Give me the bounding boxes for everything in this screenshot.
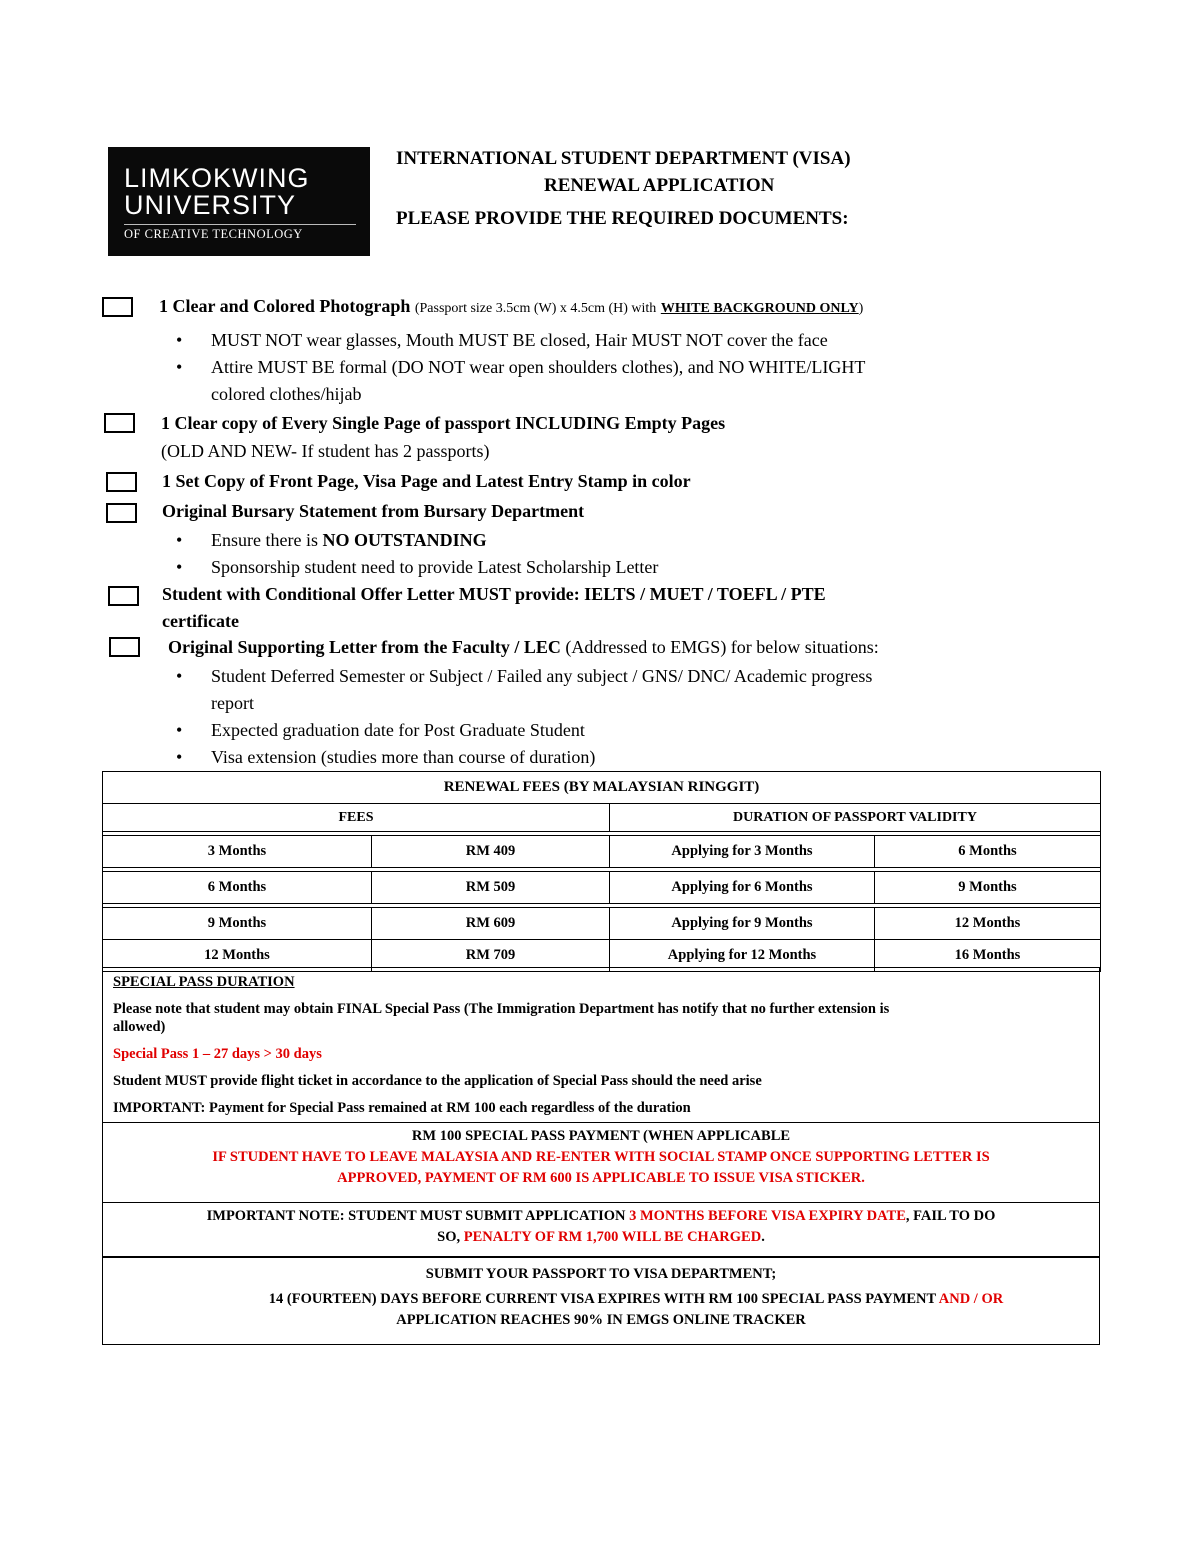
bullet-icon: •: [176, 330, 183, 350]
photo-rule-2-cont: colored clothes/hijab: [211, 384, 362, 404]
passport-copy-item: 1 Clear copy of Every Single Page of passport INCLUDING Empty Pages: [161, 413, 726, 433]
and-or-text: AND / OR: [938, 1291, 1004, 1307]
applying-cell: Applying for 12 Months: [610, 940, 875, 972]
conditional-offer-item-cont: certificate: [162, 611, 239, 631]
payment-heading: RM 100 SPECIAL PASS PAYMENT (WHEN APPLICABLE: [411, 1128, 791, 1144]
duration-column-header: DURATION OF PASSPORT VALIDITY: [610, 804, 1101, 832]
fee-months-cell: 9 Months: [103, 908, 372, 940]
photo-checkbox[interactable]: [102, 297, 133, 317]
instructions-heading: PLEASE PROVIDE THE REQUIRED DOCUMENTS:: [396, 208, 849, 229]
validity-cell: 16 Months: [875, 940, 1101, 972]
bursary-rule-1-text: Ensure there is: [211, 530, 323, 550]
support-situation-3: Visa extension (studies more than course of duration): [211, 747, 596, 767]
special-pass-note: Please note that student may obtain FINAL Special Pass (The Immigration Department has notify that no further extension is: [113, 1001, 890, 1017]
photo-spec-end: ): [858, 301, 864, 316]
penalty-text: PENALTY OF RM 1,700 WILL BE CHARGED: [463, 1229, 762, 1245]
applying-cell: Applying for 3 Months: [610, 836, 875, 868]
re-entry-warning-cont: APPROVED, PAYMENT OF RM 600 IS APPLICABLE TO ISSUE VISA STICKER.: [337, 1170, 865, 1186]
important-note-text: IMPORTANT NOTE: STUDENT MUST SUBMIT APPLICATION: [206, 1208, 630, 1224]
support-situation-1: Student Deferred Semester or Subject / Failed any subject / GNS/ DNC/ Academic progress: [211, 666, 873, 686]
fee-months-cell: 3 Months: [103, 836, 372, 868]
renewal-fees-table: [102, 771, 1101, 972]
conditional-offer-item: Student with Conditional Offer Letter MUST provide: IELTS / MUET / TOEFL / PTE: [162, 584, 826, 604]
table-row: [103, 872, 1101, 904]
support-situation-2: Expected graduation date for Post Graduate Student: [211, 720, 585, 740]
supporting-letter-title: Original Supporting Letter from the Faculty / LEC: [168, 637, 561, 657]
fees-column-header: FEES: [103, 804, 610, 832]
form-title: RENEWAL APPLICATION: [544, 175, 775, 196]
set-copy-checkbox[interactable]: [106, 472, 137, 492]
university-logo: [108, 147, 370, 256]
logo-line-2: UNIVERSITY: [124, 190, 297, 220]
bullet-icon: •: [176, 666, 183, 686]
photo-spec: (Passport size 3.5cm (W) x 4.5cm (H) with: [414, 301, 657, 316]
important-note-text-3: SO,: [437, 1229, 464, 1245]
photo-rule-1: MUST NOT wear glasses, Mouth MUST BE closed, Hair MUST NOT cover the face: [211, 330, 828, 350]
passport-copy-checkbox[interactable]: [104, 413, 135, 433]
logo-line-1: LIMKOKWING: [124, 163, 310, 193]
fee-months-cell: 6 Months: [103, 872, 372, 904]
set-copy-item: 1 Set Copy of Front Page, Visa Page and Latest Entry Stamp in color: [162, 471, 691, 491]
supporting-letter-desc: (Addressed to EMGS) for below situations:: [560, 637, 879, 657]
passport-copy-note: (OLD AND NEW- If student has 2 passports): [161, 441, 490, 461]
bursary-rule-1: [211, 530, 487, 551]
bursary-item: Original Bursary Statement from Bursary Department: [162, 501, 585, 521]
deadline-text: 3 MONTHS BEFORE VISA EXPIRY DATE: [629, 1208, 906, 1224]
bullet-icon: •: [176, 557, 183, 577]
bullet-icon: •: [176, 357, 183, 377]
submit-condition-cont: APPLICATION REACHES 90% IN EMGS ONLINE TRACKER: [396, 1312, 806, 1328]
bursary-rule-2: Sponsorship student need to provide Latest Scholarship Letter: [211, 557, 659, 577]
special-pass-payment-section: [102, 1122, 1100, 1203]
special-pass-section: [102, 967, 1100, 1123]
bullet-icon: •: [176, 530, 183, 550]
important-note-section: [102, 1202, 1100, 1257]
validity-cell: 12 Months: [875, 908, 1101, 940]
applying-cell: Applying for 6 Months: [610, 872, 875, 904]
submit-heading: SUBMIT YOUR PASSPORT TO VISA DEPARTMENT;: [425, 1266, 777, 1282]
department-title: INTERNATIONAL STUDENT DEPARTMENT (VISA): [396, 148, 851, 169]
validity-cell: 6 Months: [875, 836, 1101, 868]
fee-amount-cell: RM 609: [372, 908, 610, 940]
submit-condition-text: 14 (FOURTEEN) DAYS BEFORE CURRENT VISA EXPIRES WITH RM 100 SPECIAL PASS PAYMENT: [268, 1291, 939, 1307]
fee-amount-cell: RM 409: [372, 836, 610, 868]
photo-background-spec: WHITE BACKGROUND ONLY: [660, 301, 859, 316]
important-note-line-1: [103, 1206, 1099, 1227]
table-row: [103, 908, 1101, 940]
validity-cell: 9 Months: [875, 872, 1101, 904]
bullet-icon: •: [176, 720, 183, 740]
submit-condition: [103, 1289, 1099, 1310]
flight-ticket-note: Student MUST provide flight ticket in accordance to the application of Special Pass should the need arise: [113, 1073, 762, 1089]
important-note-line-2: [103, 1227, 1099, 1248]
no-outstanding-text: NO OUTSTANDING: [322, 530, 487, 550]
fee-amount-cell: RM 709: [372, 940, 610, 972]
applying-cell: Applying for 9 Months: [610, 908, 875, 940]
photo-title: 1 Clear and Colored Photograph: [159, 296, 411, 316]
fee-months-cell: 12 Months: [103, 940, 372, 972]
special-pass-duration: Special Pass 1 – 27 days > 30 days: [113, 1046, 322, 1062]
supporting-letter-checkbox[interactable]: [109, 637, 140, 657]
re-entry-warning: IF STUDENT HAVE TO LEAVE MALAYSIA AND RE-ENTER WITH SOCIAL STAMP ONCE SUPPORTING LETTER IS: [212, 1149, 990, 1165]
special-pass-payment-note: IMPORTANT: Payment for Special Pass remained at RM 100 each regardless of the duration: [113, 1100, 691, 1116]
logo-line-3: OF CREATIVE TECHNOLOGY: [124, 224, 356, 242]
table-row: [103, 836, 1101, 868]
photo-rule-2: Attire MUST BE formal (DO NOT wear open shoulders clothes), and NO WHITE/LIGHT: [211, 357, 866, 377]
supporting-letter-item: [168, 637, 879, 658]
conditional-offer-checkbox[interactable]: [108, 586, 139, 606]
important-note-end: .: [761, 1229, 765, 1245]
support-situation-1-cont: report: [211, 693, 254, 713]
bullet-icon: •: [176, 747, 183, 767]
photo-item: [159, 296, 863, 317]
special-pass-note-cont: allowed): [113, 1019, 166, 1035]
important-note-text-2: , FAIL TO DO: [905, 1208, 996, 1224]
bursary-checkbox[interactable]: [106, 503, 137, 523]
special-pass-heading: SPECIAL PASS DURATION: [113, 974, 295, 990]
fee-amount-cell: RM 509: [372, 872, 610, 904]
fees-table-title: RENEWAL FEES (BY MALAYSIAN RINGGIT): [103, 772, 1101, 804]
submit-passport-section: [102, 1257, 1100, 1345]
